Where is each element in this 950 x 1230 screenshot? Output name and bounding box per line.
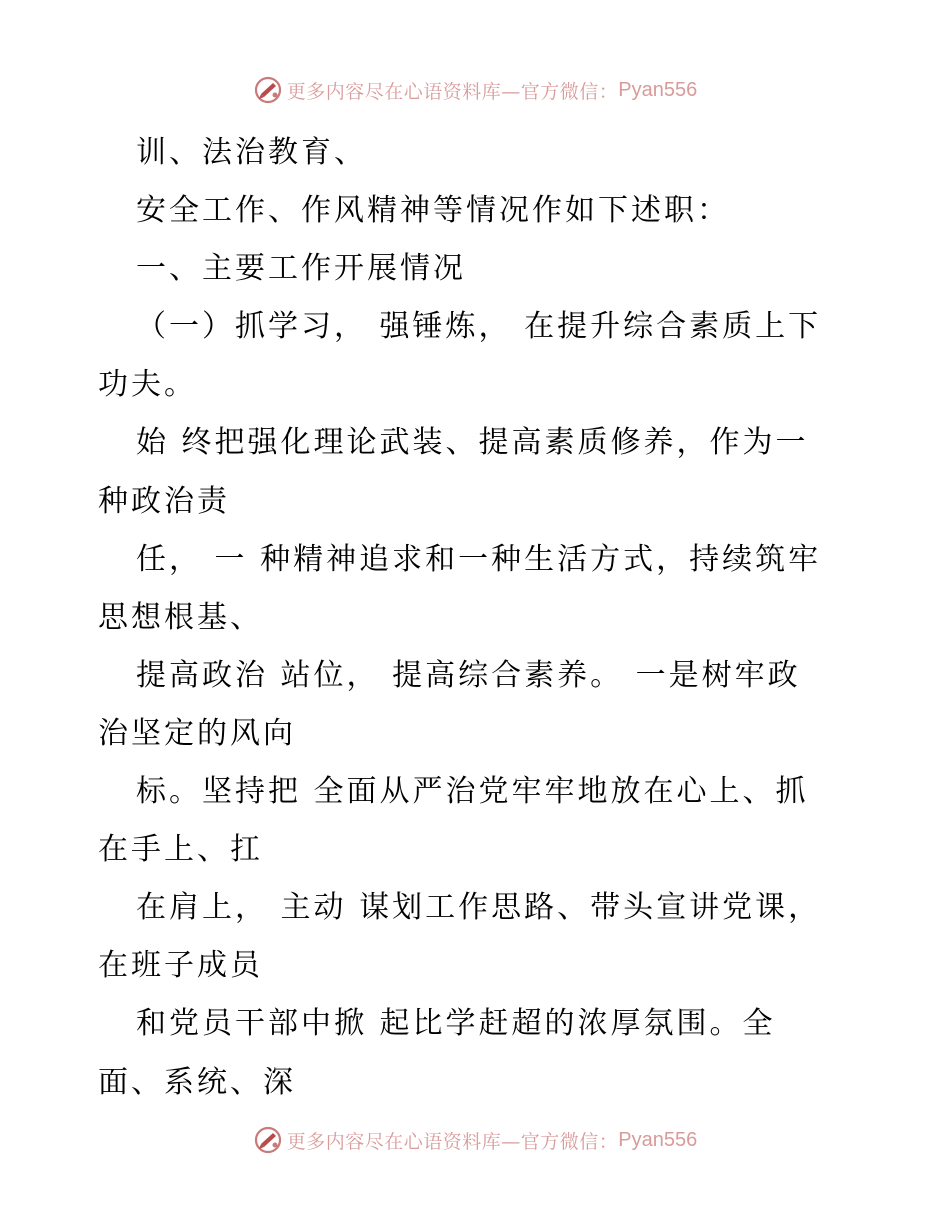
text-line: 任， 一 种精神追求和一种生活方式，持续筑牢 <box>136 541 822 577</box>
brand-logo-icon <box>253 75 283 105</box>
footer-watermark <box>0 1122 950 1158</box>
text-line: 始 终把强化理论武装、提高素质修养，作为一 <box>136 425 809 461</box>
watermark-wechat-id: Pyan556 <box>618 1128 698 1151</box>
text-line: 标。坚持把 全面从严治党牢牢地放在心上、抓 <box>136 774 809 810</box>
watermark-text: 更多内容尽在心语资料库—官方微信： <box>286 80 619 103</box>
text-line: 和党员干部中掀 起比学赶超的浓厚氛围。全 <box>136 1006 776 1042</box>
subsection-heading: （一）抓学习， 强锤炼， 在提升综合素质上下 <box>136 309 822 345</box>
text-line: 思想根基、 <box>98 599 263 635</box>
section-heading: 一、主要工作开展情况 <box>136 251 466 287</box>
text-line: 治坚定的风向 <box>98 715 296 751</box>
text-line: 训、法治教育、 <box>136 135 367 170</box>
text-line: 提高政治 站位， 提高综合素养。 一是树牢政 <box>136 657 801 693</box>
header-watermark <box>0 72 950 108</box>
text-line: 面、系统、深 <box>98 1064 296 1100</box>
text-line: 在手上、扛 <box>98 832 263 868</box>
watermark-wechat-id: Pyan556 <box>618 78 698 101</box>
watermark-text: 更多内容尽在心语资料库—官方微信： <box>286 1130 619 1153</box>
text-line: 功夫。 <box>98 367 197 403</box>
text-line: 在肩上， 主动 谋划工作思路、带头宣讲党课， <box>136 890 822 926</box>
text-line: 在班子成员 <box>98 948 263 984</box>
document-body <box>98 124 858 1112</box>
brand-logo-icon <box>253 1125 283 1155</box>
text-line: 种政治责 <box>98 483 230 519</box>
text-line: 安全工作、作风精神等情况作如下述职： <box>136 193 730 229</box>
